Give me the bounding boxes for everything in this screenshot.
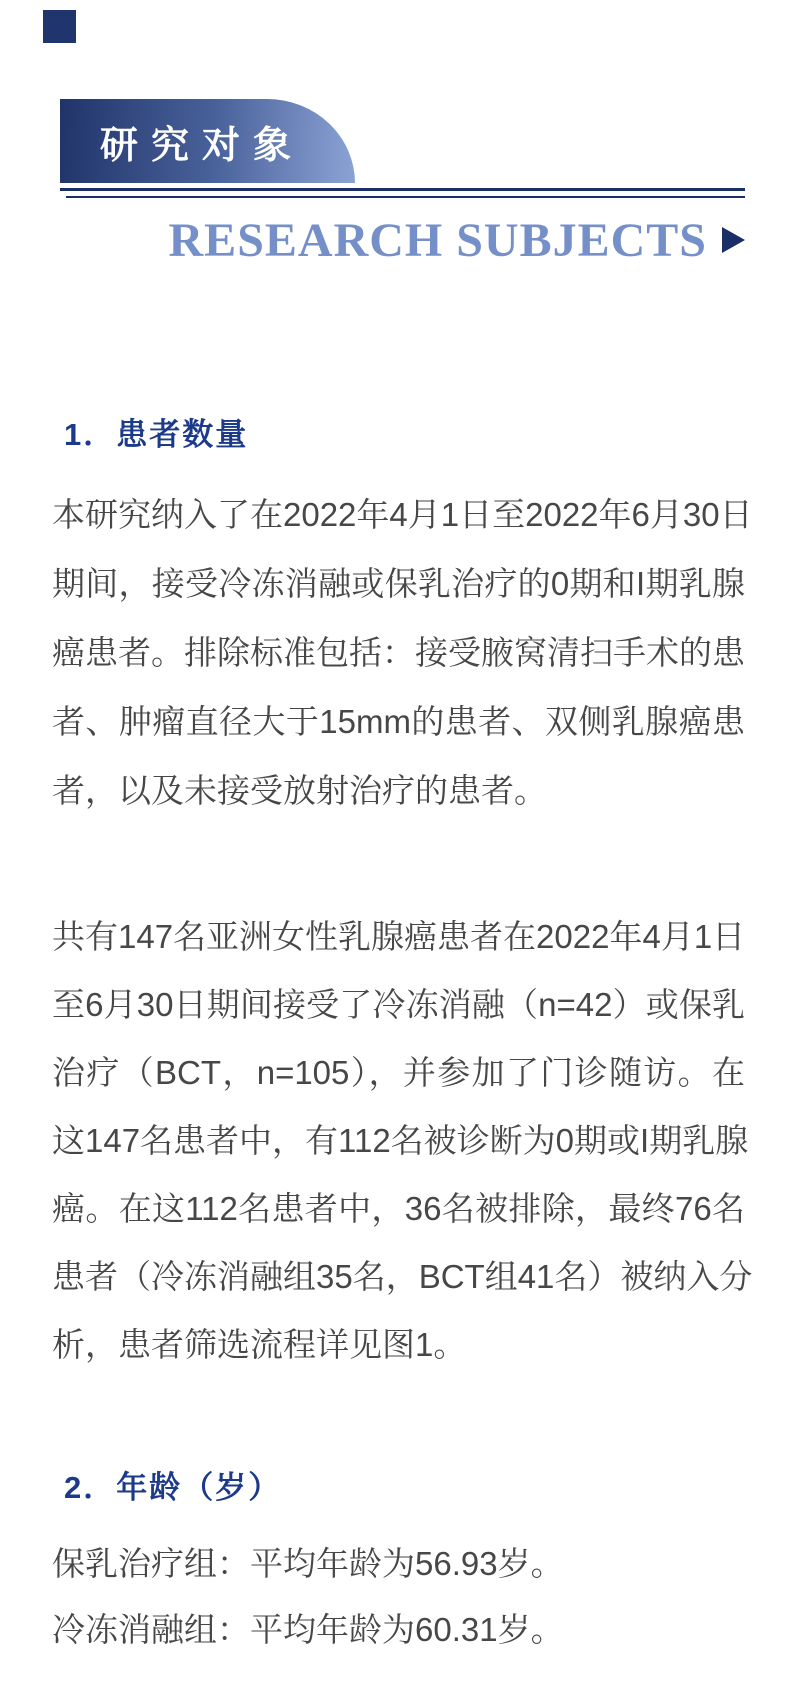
banner-title: 研究对象 <box>100 124 305 167</box>
cryoablation-group-age-line: 冷冻消融组：平均年龄为60.31岁。 <box>52 1611 564 1648</box>
paragraph-line: 本研究纳入了在2022年4月1日至2022年6月30日 <box>52 496 753 533</box>
section-banner <box>60 99 355 183</box>
section-1-heading: 1．患者数量 <box>64 417 249 452</box>
banner-underline-thick <box>60 188 745 191</box>
section-1-paragraph-1 <box>52 480 753 825</box>
paragraph-line: 者、肿瘤直径大于15mm的患者、双侧乳腺癌患 <box>52 703 745 740</box>
section-2-heading: 2．年龄（岁） <box>64 1470 282 1505</box>
paragraph-line: 期间，接受冷冻消融或保乳治疗的0期和I期乳腺 <box>52 565 745 602</box>
corner-accent-square <box>43 10 76 43</box>
paragraph-line: 这147名患者中，有112名被诊断为0期或I期乳腺 <box>52 1122 749 1159</box>
paragraph-line: 析，患者筛选流程详见图1。 <box>52 1326 467 1363</box>
paragraph-line: 至6月30日期间接受了冷冻消融（n=42）或保乳 <box>52 986 745 1023</box>
section-1-paragraph-2 <box>52 903 753 1379</box>
subtitle-text: RESEARCH SUBJECTS <box>168 213 707 267</box>
bct-group-age-line: 保乳治疗组：平均年龄为56.93岁。 <box>52 1545 564 1582</box>
subtitle-row <box>0 212 745 268</box>
paragraph-line: 共有147名亚洲女性乳腺癌患者在2022年4月1日 <box>52 918 746 955</box>
paragraph-line: 患者（冷冻消融组35名，BCT组41名）被纳入分 <box>52 1258 753 1295</box>
paragraph-line: 者，以及未接受放射治疗的患者。 <box>52 772 547 809</box>
paragraph-line: 癌。在这112名患者中，36名被排除，最终76名 <box>52 1190 745 1227</box>
paragraph-line: 治疗（BCT，n=105），并参加了门诊随访。在 <box>52 1054 745 1091</box>
paragraph-line: 癌患者。排除标准包括：接受腋窝清扫手术的患 <box>52 634 745 671</box>
banner-underline-thin <box>66 196 745 198</box>
right-triangle-icon <box>722 227 745 253</box>
